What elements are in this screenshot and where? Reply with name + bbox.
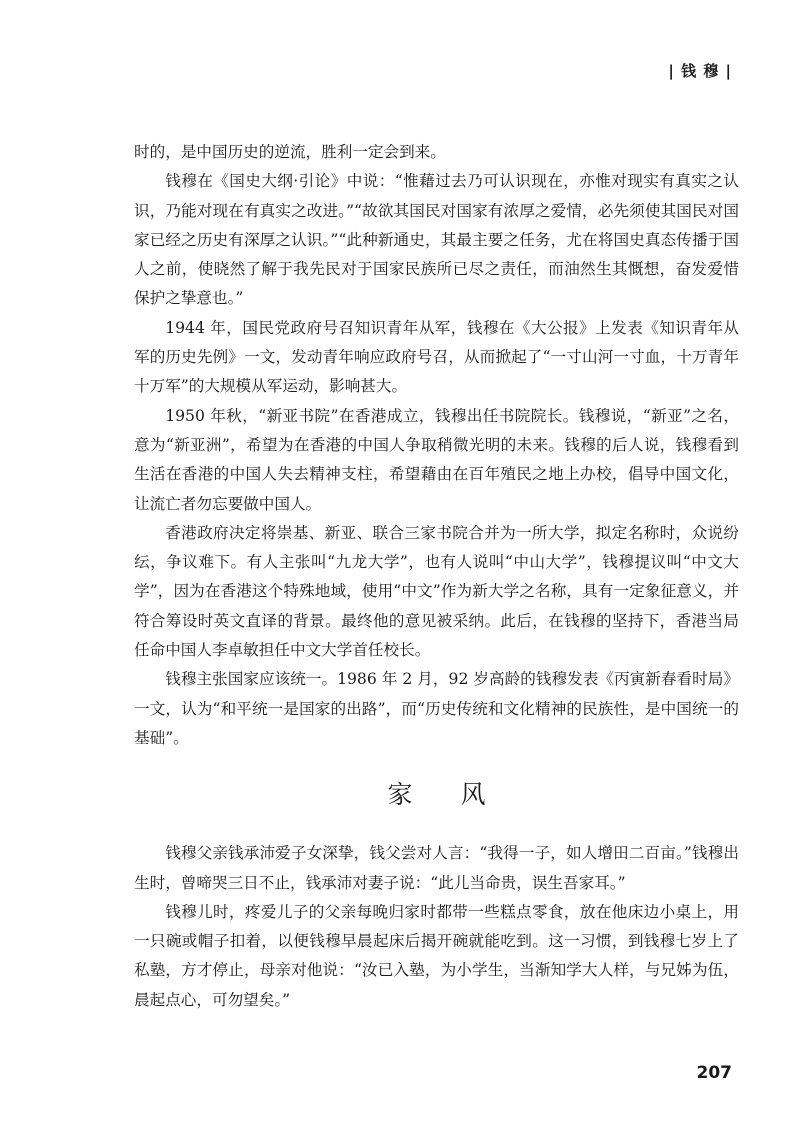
running-header: | 钱 穆 |	[668, 62, 732, 80]
paragraph: 1950 年秋，“新亚书院”在香港成立，钱穆出任书院院长。钱穆说，“新亚”之名，意为“新亚洲”，希望为在香港的中国人争取稍微光明的未来。钱穆的后人说，钱穆看到生活在香港的中国人失去精神支柱，希望藉由在百年殖民之地上办校，倡导中国文化，让流亡者勿忘要做中国人。	[134, 406, 739, 513]
paragraph: 1944 年，国民党政府号召知识青年从军，钱穆在《大公报》上发表《知识青年从军的历史先例》一文，发动青年响应政府号召，从而掀起了“一寸山河一寸血，十万青年十万军”的大规模从军运动，影响甚大。	[134, 318, 739, 396]
paragraph: 钱穆主张国家应该统一。1986 年 2 月，92 岁高龄的钱穆发表《丙寅新春看时局》一文，认为“和平统一是国家的出路”，而“历史传统和文化精神的民族性，是中国统一的基础”。	[134, 670, 739, 747]
paragraph: 钱穆父亲钱承沛爱子女深挚，钱父尝对人言：“我得一子，如人增田二百亩。”钱穆出生时，曾啼哭三日不止，钱承沛对妻子说：“此儿当命贵，误生吾家耳。”	[134, 844, 739, 892]
section-heading: 家 风	[387, 780, 506, 810]
page-body	[134, 138, 739, 1015]
paragraph: 香港政府决定将崇基、新亚、联合三家书院合并为一所大学，拟定名称时，众说纷纭，争议难下。有人主张叫“九龙大学”，也有人说叫“中山大学”，钱穆提议叫“中文大学”，因为在香港这个特殊地域，使用“中文”作为新大学之名称，具有一定象征意义，并符合筹设时英文直译的背景。最终他的意见被采纳。此后，在钱穆的坚持下，香港当局任命中国人李卓敏担任中文大学首任校长。	[134, 523, 739, 660]
paragraph: 钱穆在《国史大纲·引论》中说：“惟藉过去乃可认识现在，亦惟对现实有真实之认识，乃能对现在有真实之改进。”“故欲其国民对国家有浓厚之爱情，必先须使其国民对国家已经之历史有深厚之认识。”“此种新通史，其最主要之任务，尤在将国史真态传播于国人之前，使晓然了解于我先民对于国家民族所已尽之责任，而油然生其慨想，奋发爱惜保护之挚意也。”	[134, 172, 739, 308]
paragraph: 时的，是中国历史的逆流，胜利一定会到来。	[134, 143, 446, 161]
page-number: 207	[696, 1063, 732, 1083]
paragraph: 钱穆儿时，疼爱儿子的父亲每晚归家时都带一些糕点零食，放在他床边小桌上，用一只碗或帽子扣着，以便钱穆早晨起床后揭开碗就能吃到。这一习惯，到钱穆七岁上了私塾，方才停止，母亲对他说：“汝已入塾，为小学生，当渐知学大人样，与兄姊为伍，晨起点心，可勿望矣。”	[134, 902, 739, 1009]
